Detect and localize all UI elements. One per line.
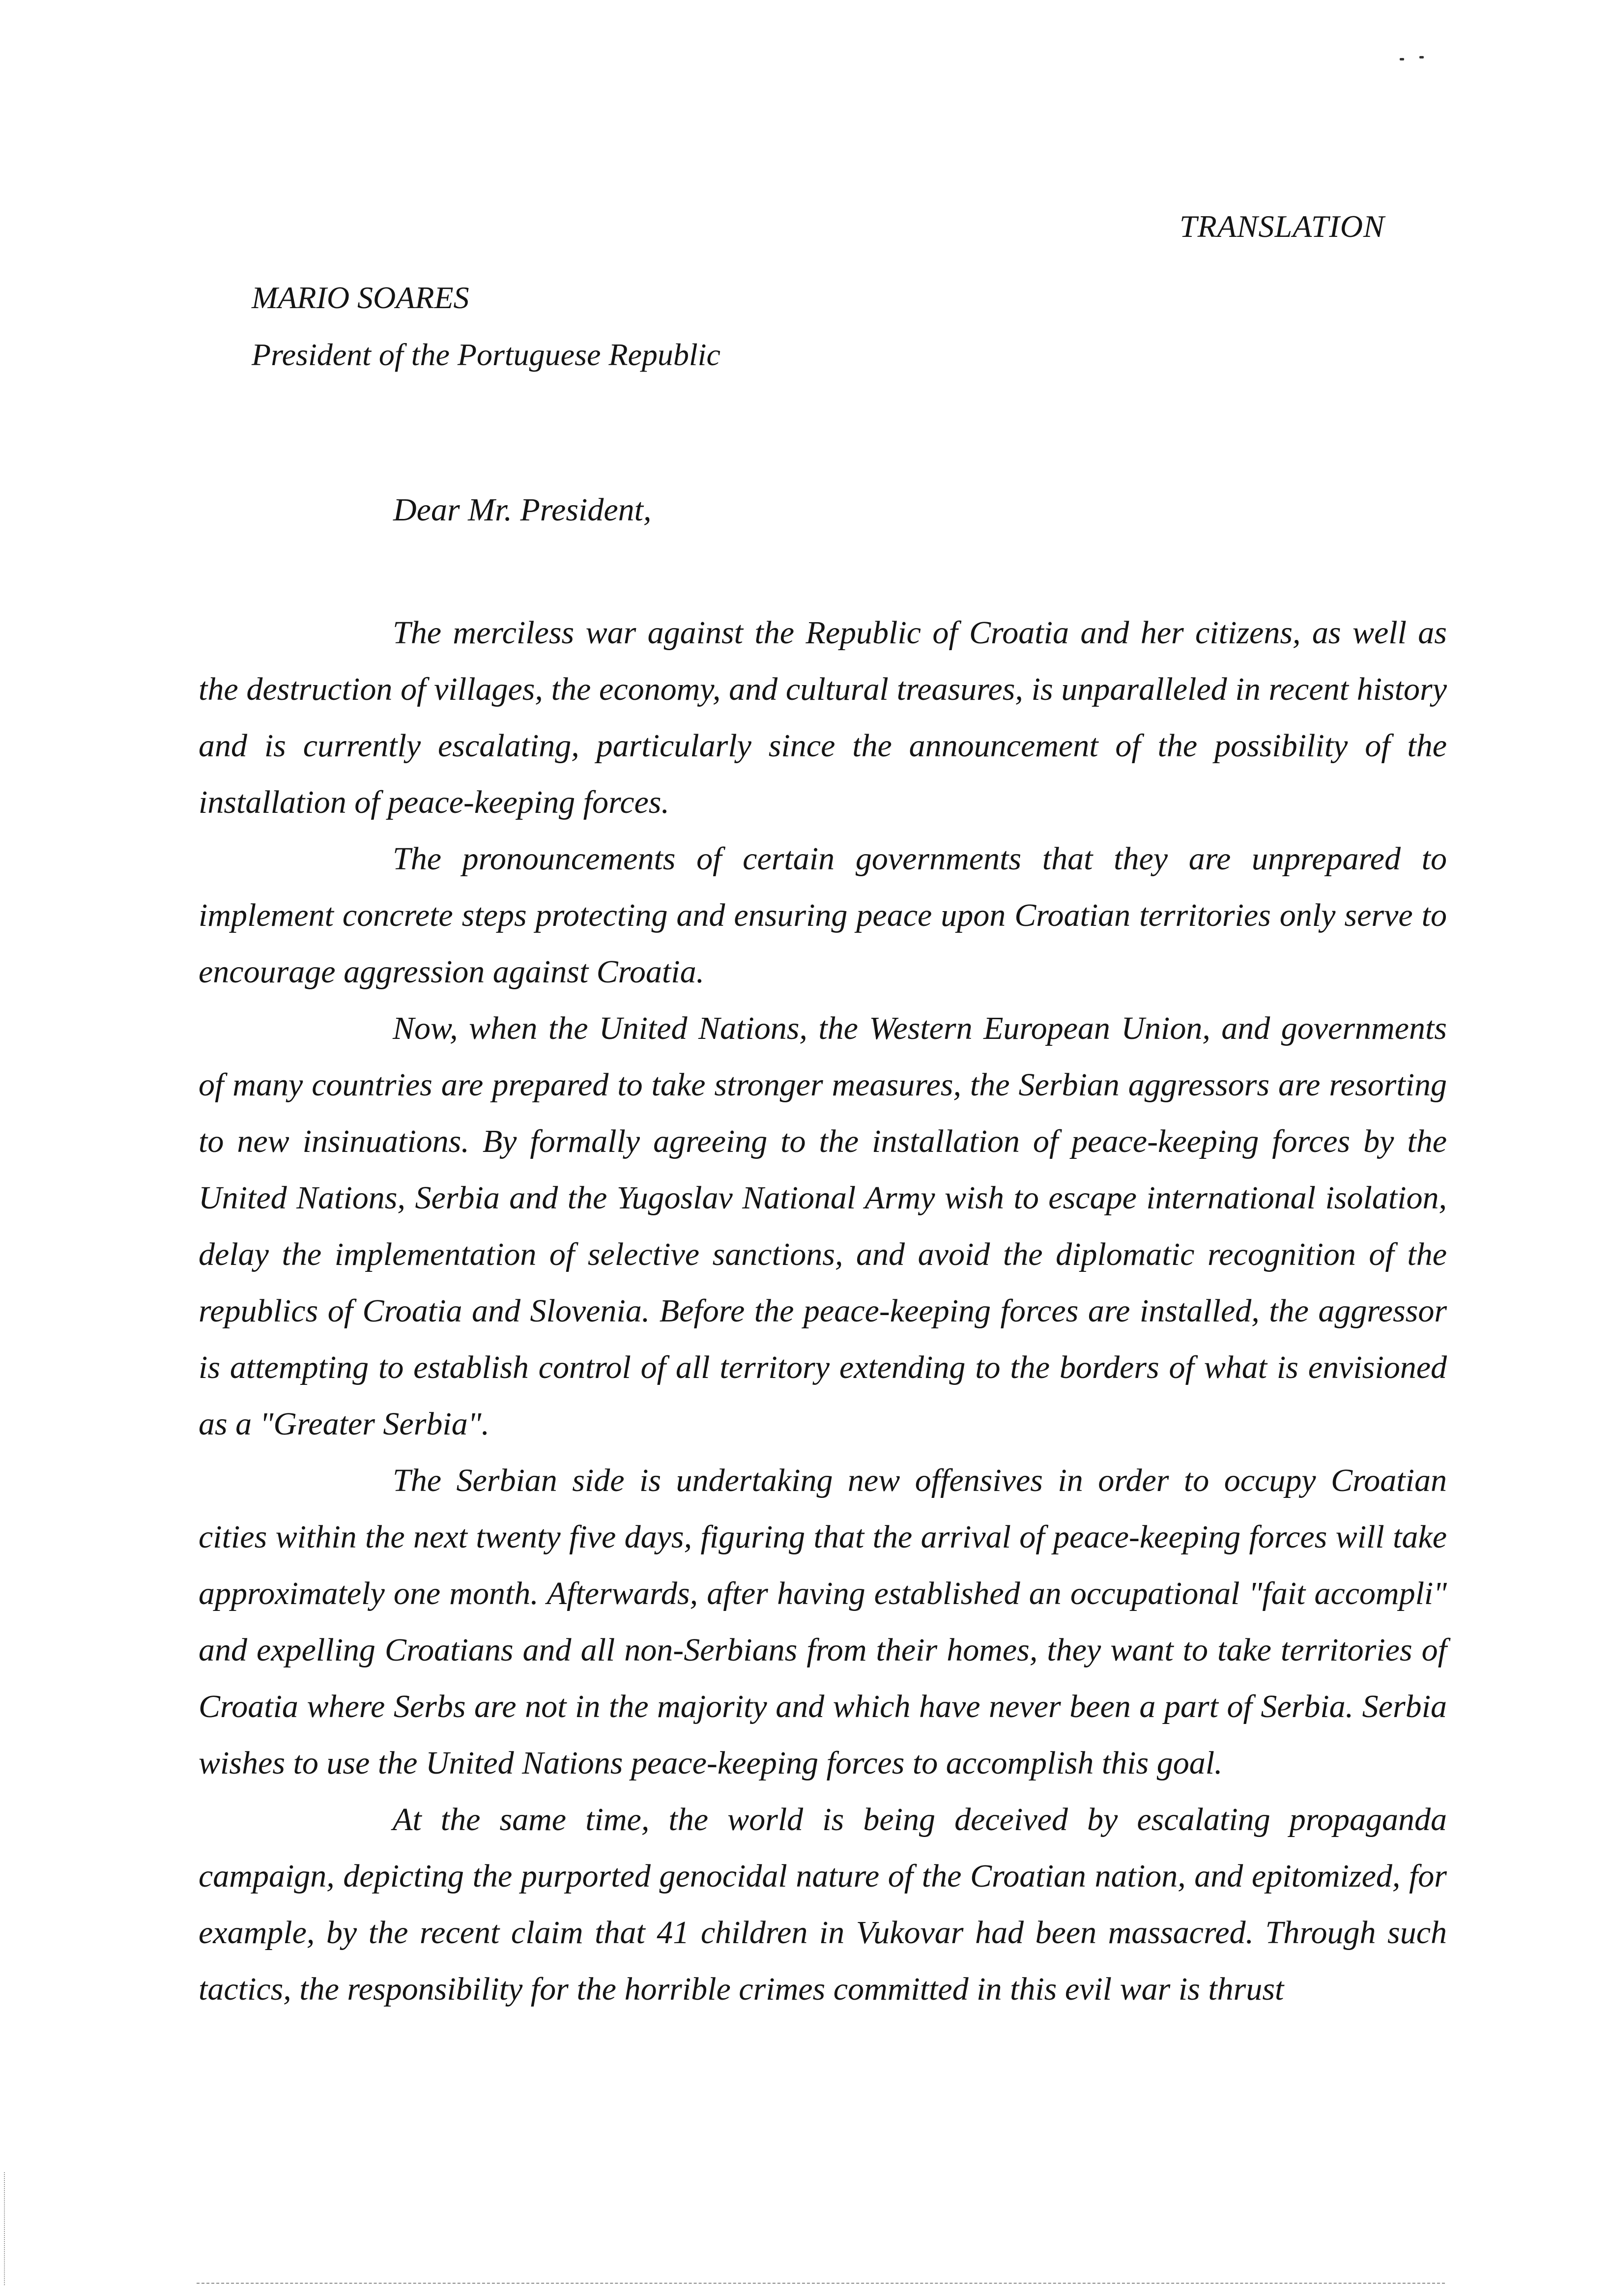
salutation: Dear Mr. President, xyxy=(393,492,652,528)
paragraph-2: The pronouncements of certain governments that they are unprepared to implement concrete steps protecting and ensuring peace upon Croatian territories only serve to encourage aggression against Croatia. xyxy=(199,841,1447,990)
sender-name: MARIO SOARES xyxy=(252,280,469,315)
sender-block xyxy=(252,269,720,383)
paragraph-1: The merciless war against the Republic of Croatia and her citizens, as well as the destruction of villages, the economy, and cultural treasures, is unparalleled in recent history and is currently escalating, particularly since the announcement of the possibility of the installation of peace-keeping forces. xyxy=(199,615,1447,820)
letter-body xyxy=(199,604,1447,2017)
paragraph-4: The Serbian side is undertaking new offensives in order to occupy Croatian cities within the next twenty five days, figuring that the arrival of peace-keeping forces will take approximately one month. Afterwards, after having established an occupational "fait accompli" and expelling Croatians and all non-Serbians from their homes, they want to take territories of Croatia where Serbs are not in the majority and which have never been a part of Serbia. Serbia wishes to use the United Nations peace-keeping forces to accomplish this goal. xyxy=(199,1463,1447,1781)
translation-label: TRANSLATION xyxy=(1180,209,1385,244)
page-bottom-rule xyxy=(197,2283,1445,2284)
left-margin-mark xyxy=(4,2172,6,2285)
scan-speck-mark xyxy=(1400,54,1429,64)
sender-title: President of the Portuguese Republic xyxy=(252,337,720,372)
paragraph-5: At the same time, the world is being deceived by escalating propaganda campaign, depicting the purported genocidal nature of the Croatian nation, and epitomized, for example, by the recent claim that 41 children in Vukovar had been massacred. Through such tactics, the responsibility for the horrible crimes committed in this evil war is thrust xyxy=(199,1802,1447,2007)
paragraph-3: Now, when the United Nations, the Western European Union, and governments of many countries are prepared to take stronger measures, the Serbian aggressors are resorting to new insinuations. By formally agreeing to the installation of peace-keeping forces by the United Nations, Serbia and the Yugoslav National Army wish to escape international isolation, delay the implementation of selective sanctions, and avoid the diplomatic recognition of the republics of Croatia and Slovenia. Before the peace-keeping forces are installed, the aggressor is attempting to establish control of all territory extending to the borders of what is envisioned as a "Greater Serbia". xyxy=(199,1010,1447,1442)
